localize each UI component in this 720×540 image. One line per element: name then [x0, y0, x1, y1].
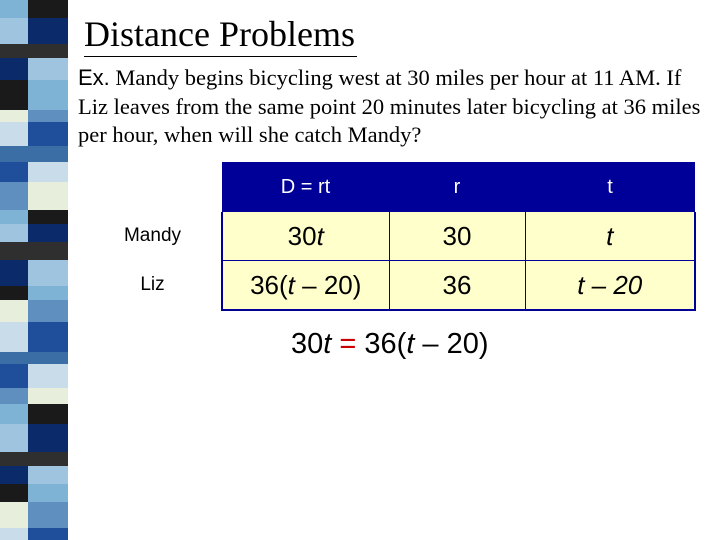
stripe-block	[0, 260, 28, 286]
decorative-stripe-bar	[0, 0, 70, 540]
stripe-block	[0, 300, 28, 322]
stripe-block	[28, 466, 68, 484]
mandy-distance-var: t	[316, 220, 324, 251]
stripe-block	[0, 182, 28, 210]
stripe-block	[28, 322, 68, 352]
problem-prefix: Ex.	[78, 65, 110, 90]
problem-statement	[78, 64, 714, 150]
stripe-block	[28, 404, 68, 424]
stripe-block	[28, 110, 68, 122]
stripe-block	[28, 388, 68, 404]
mandy-time-var: t	[606, 220, 614, 251]
stripe-block	[0, 452, 28, 466]
stripe-block	[0, 162, 28, 182]
equation-left-var: t	[323, 328, 332, 360]
stripe-block	[0, 502, 28, 528]
distance-table	[84, 162, 696, 311]
row-label-mandy: Mandy	[84, 212, 222, 261]
table-row	[84, 261, 695, 311]
stripe-block	[0, 404, 28, 424]
stripe-block	[28, 364, 68, 388]
stripe-block	[28, 58, 68, 80]
equation-left-num: 30	[291, 328, 324, 360]
stripe-block	[28, 352, 68, 364]
stripe-block	[0, 466, 28, 484]
liz-time-var: t – 20	[577, 269, 643, 300]
stripe-block	[0, 242, 28, 260]
equation-right-num: 36(	[356, 328, 407, 360]
mandy-time-cell	[525, 212, 695, 261]
stripe-block	[28, 146, 68, 162]
stripe-block	[28, 242, 68, 260]
stripe-block	[0, 44, 28, 58]
stripe-block	[0, 0, 28, 18]
stripe-block	[0, 224, 28, 242]
stripe-block	[28, 18, 68, 44]
liz-distance-cell	[222, 261, 389, 311]
stripe-block	[0, 322, 28, 352]
stripe-block	[28, 162, 68, 182]
stripe-block	[0, 210, 28, 224]
stripe-block	[28, 210, 68, 224]
stripe-block	[28, 452, 68, 466]
table-row	[84, 212, 695, 261]
row-label-liz: Liz	[84, 261, 222, 311]
equation-equals-sign: =	[339, 328, 357, 360]
stripe-block	[0, 424, 28, 452]
stripe-block	[0, 364, 28, 388]
stripe-block	[0, 528, 28, 540]
stripe-block	[28, 528, 68, 540]
slide-title: Distance Problems	[84, 12, 357, 57]
stripe-block	[28, 122, 68, 146]
mandy-rate-cell: 30	[389, 212, 525, 261]
stripe-block	[0, 484, 28, 502]
stripe-block	[28, 300, 68, 322]
stripe-block	[0, 286, 28, 300]
liz-rate-cell: 36	[389, 261, 525, 311]
stripe-block	[0, 18, 28, 44]
header-d-rt: D = rt	[222, 162, 389, 212]
stripe-block	[28, 182, 68, 210]
liz-distance-var: t	[287, 269, 295, 300]
stripe-block	[28, 80, 68, 110]
equation-right-var: t	[406, 328, 415, 360]
header-t: t	[525, 162, 695, 212]
stripe-block	[0, 58, 28, 80]
stripe-block	[0, 146, 28, 162]
stripe-block	[0, 352, 28, 364]
stripe-block	[0, 110, 28, 122]
header-r: r	[389, 162, 525, 212]
stripe-block	[28, 424, 68, 452]
liz-distance-num: 36(	[250, 269, 288, 300]
stripe-block	[28, 0, 68, 18]
problem-text: Mandy begins bicycling west at 30 miles per hour at 11 AM. If Liz leaves from the same point 20 minutes later bicycling at 36 miles per hour, when will she catch Mandy?	[78, 65, 701, 147]
mandy-distance-cell	[222, 212, 389, 261]
stripe-block	[28, 260, 68, 286]
equation-right-tail: – 20)	[414, 328, 489, 360]
equation	[291, 328, 489, 361]
stripe-block	[0, 122, 28, 146]
table-header-row	[84, 162, 695, 212]
header-blank-cell	[84, 162, 222, 212]
stripe-block	[28, 484, 68, 502]
stripe-block	[28, 502, 68, 528]
liz-distance-tail: – 20)	[294, 269, 362, 300]
stripe-block	[28, 286, 68, 300]
stripe-block	[28, 44, 68, 58]
liz-time-cell	[525, 261, 695, 311]
mandy-distance-num: 30	[287, 220, 317, 251]
stripe-block	[0, 388, 28, 404]
stripe-block	[0, 80, 28, 110]
stripe-block	[28, 224, 68, 242]
